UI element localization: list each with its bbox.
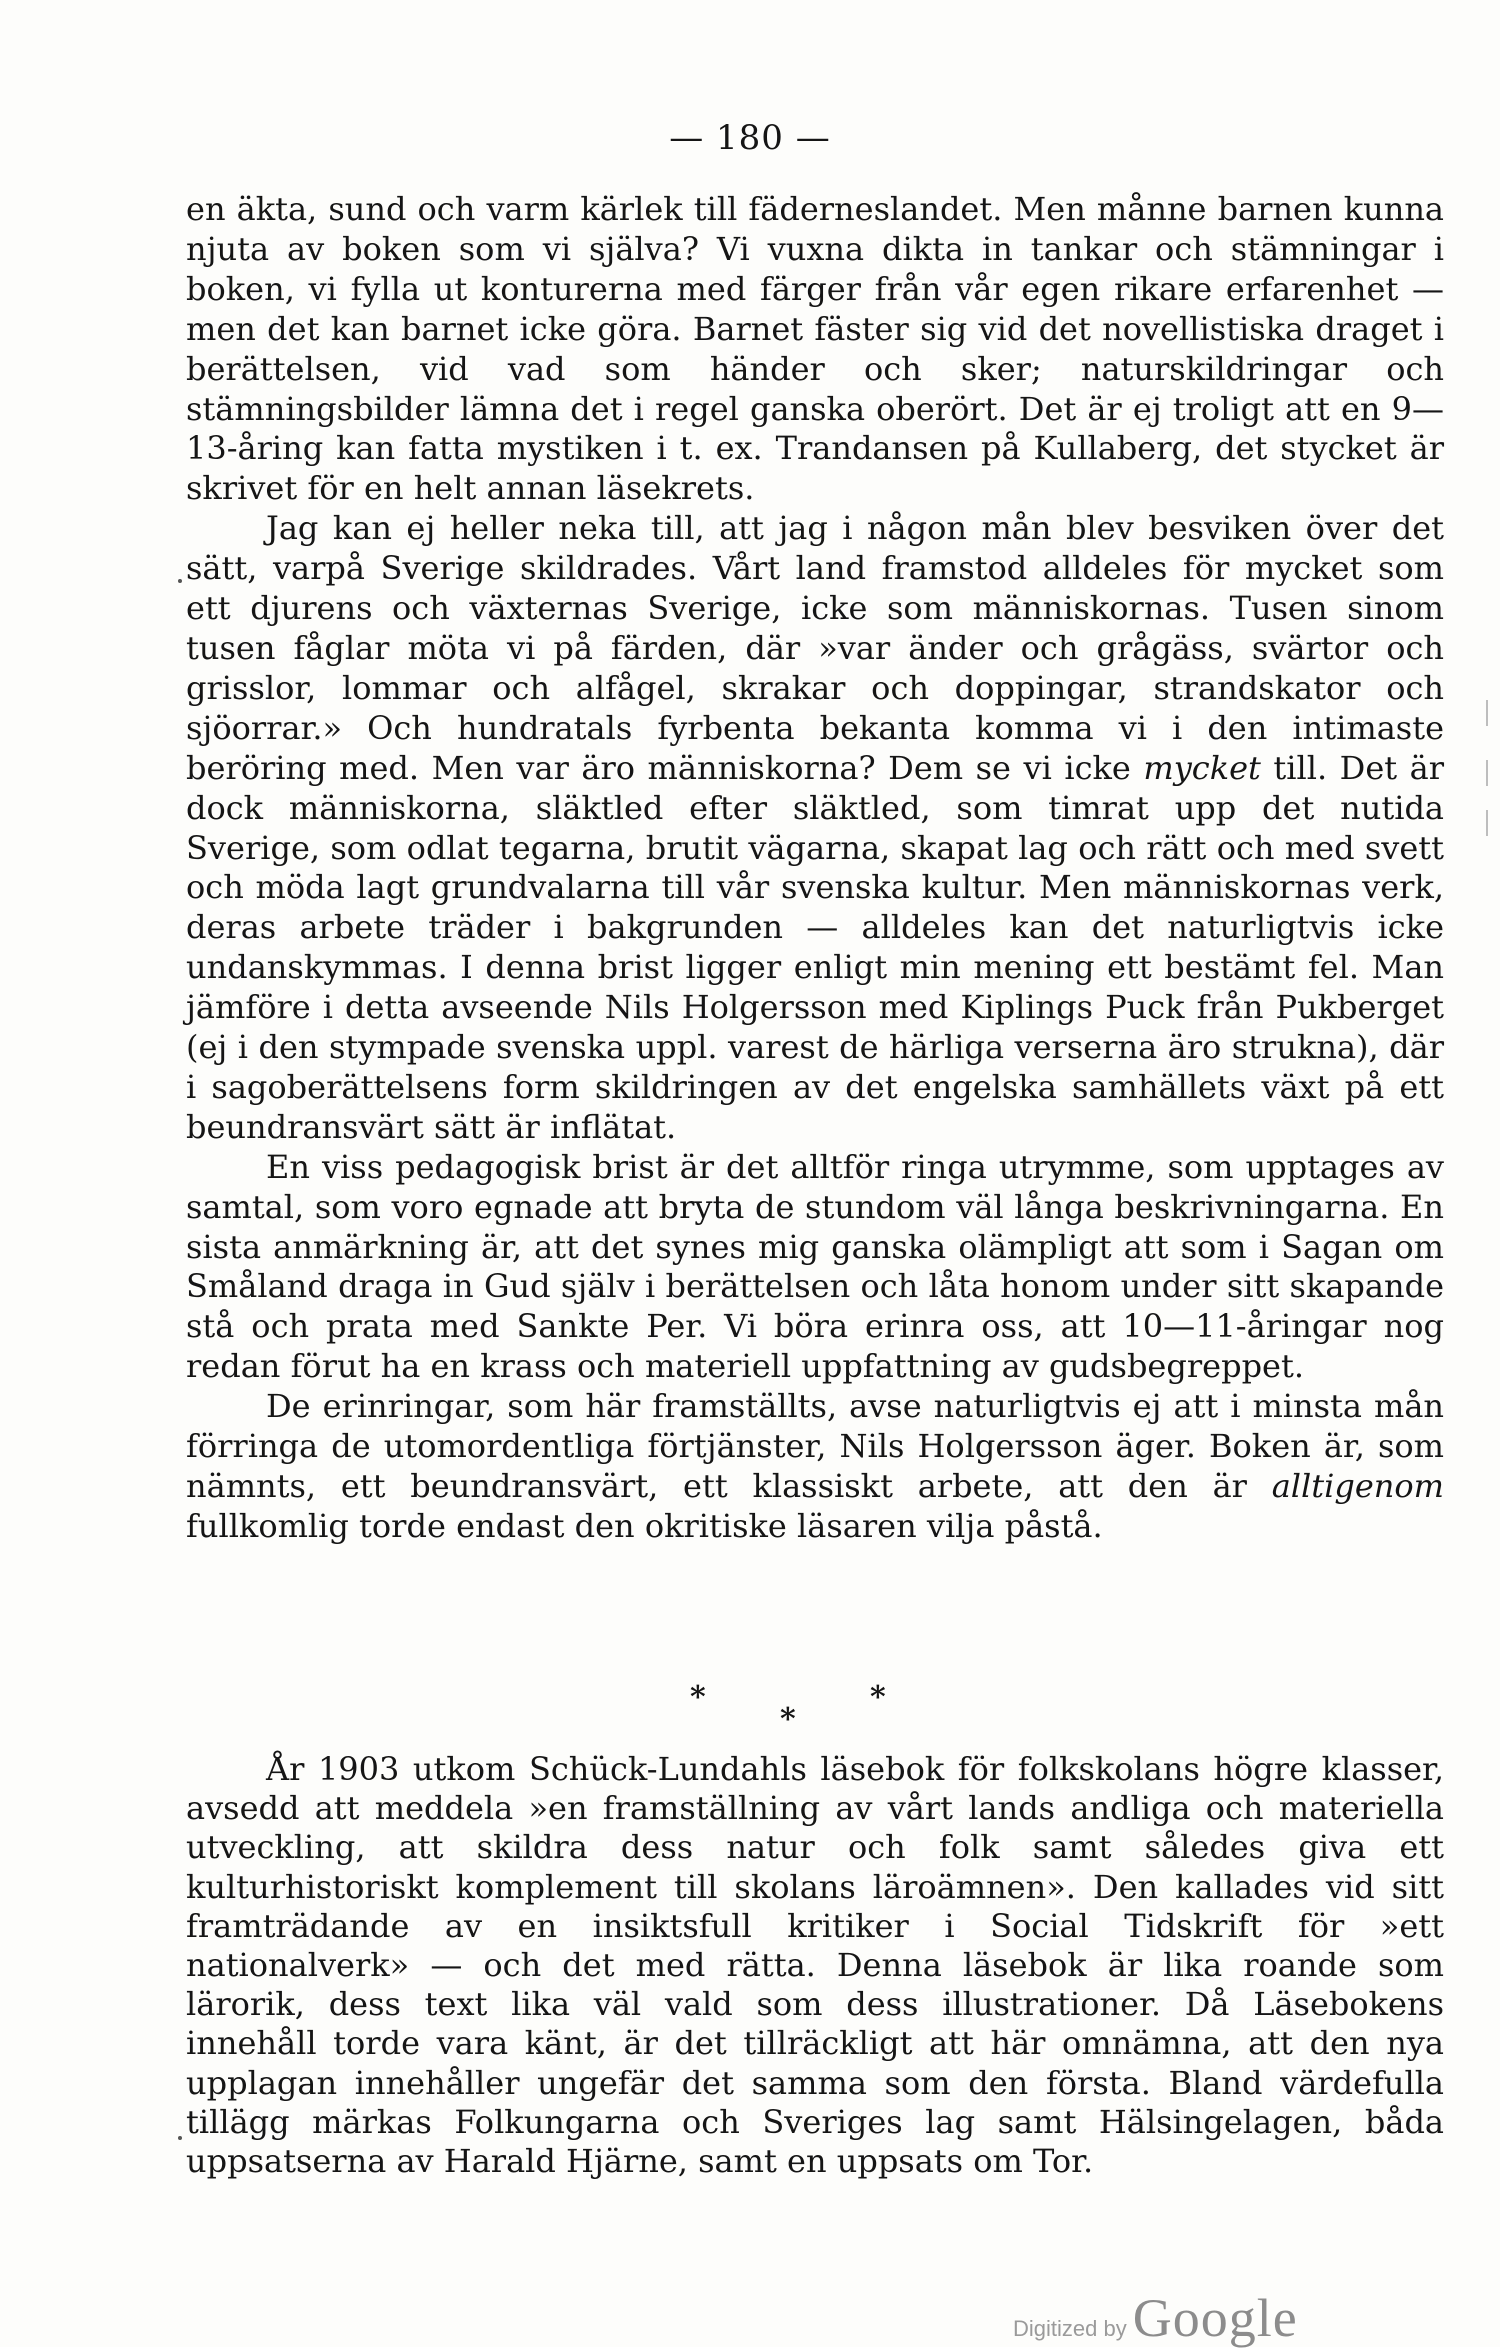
review-section [186, 190, 1444, 1547]
paragraph-text: till. Det är dock människorna, släktled efter släktled, som timrat upp det nutida Sverige, som odlat tegarna, brutit vägarna, skapat lag och rätt och med svett och möda lagt grundvalarna till vår svenska kultur. Men människornas verk, deras arbete träder i bakgrunden — alldeles kan det naturligtvis icke undanskymmas. I denna brist ligger enligt min mening ett bestämt fel. Man jämföre i detta avseende Nils Holgersson med Kiplings Puck från Pukberget (ej i den stympade svenska uppl. varest de härliga verserna äro strukna), där i sagoberättelsens form skildringen av det engelska samhällets växt på ett beundransvärt sätt är inflätat. [186, 748, 1445, 1146]
asterisk-ornament: * [690, 1680, 706, 1715]
paragraph-text: Jag kan ej heller neka till, att jag i någon mån blev besviken över det sätt, varpå Sverige skildrades. Vårt land framstod alldeles för mycket som ett djurens och växternas Sverige, icke som människornas. Tusen sinom tusen fåglar möta vi på färden, där »var änder och grågäss, svärtor och grisslor, lommar och alfågel, skrakar och doppingar, strandskator och sjöorrar.» Och hundratals fyrbenta bekanta komma vi i den intimaste beröring med. Men var äro människorna? Dem se vi icke [186, 509, 1444, 787]
scan-edge-mark [1486, 810, 1488, 836]
paragraph-text: De erinringar, som här framställts, avse naturligtvis ej att i minsta mån förringa de utomordentliga förtjänster, Nils Holgersson äger. Boken är, som nämnts, ett beundransvärt, ett klassiskt arbete, att den är [186, 1387, 1444, 1505]
scan-speck [178, 579, 182, 583]
paragraph-continuation: en äkta, sund och varm kärlek till fäderneslandet. Men månne barnen kunna njuta av boken som vi själva? Vi vuxna dikta in tankar och stämningar i boken, vi fylla ut konturerna med färger från vår egen rikare erfarenhet — men det kan barnet icke göra. Barnet fäster sig vid det novellistiska draget i berättelsen, vid vad som händer och sker; naturskildringar och stämningsbilder lämna det i regel ganska oberört. Det är ej troligt att en 9—13-åring kan fatta mystiken i t. ex. Trandansen på Kullaberg, det stycket är skrivet för en helt annan läsekrets. [186, 190, 1444, 508]
scan-speck [178, 2136, 182, 2140]
reader-section [186, 1750, 1444, 2181]
paragraph-criticism [186, 509, 1444, 1148]
paragraph-pedagogy: En viss pedagogisk brist är det alltför ringa utrymme, som upptages av samtal, som voro egnade att bryta de stundom väl långa beskrivningarna. En sista anmärkning är, att det synes mig ganska olämpligt att som i Sagan om Småland draga in Gud själv i berättelsen och låta honom under sitt skapande stå och prata med Sankte Per. Vi böra erinra oss, att 10—11-åringar nog redan förut ha en krass och materiell uppfattning av gudsbegreppet. [186, 1147, 1444, 1386]
section-separator [640, 1680, 940, 1740]
paragraph-conclusion [186, 1387, 1444, 1547]
scan-edge-mark [1486, 760, 1488, 786]
asterisk-ornament: * [870, 1680, 886, 1715]
scan-edge-mark [1486, 700, 1488, 726]
asterisk-ornament: * [780, 1702, 796, 1737]
paragraph-text: fullkomlig torde endast den okritiske läsaren vilja påstå. [186, 1506, 1103, 1545]
digitization-watermark [1013, 2287, 1298, 2349]
page-number: — 180 — [669, 118, 831, 158]
watermark-label: Digitized by [1013, 2316, 1127, 2341]
paragraph-reader-intro: År 1903 utkom Schück-Lundahls läsebok för folkskolans högre klasser, avsedd att meddela »en framställning av vårt lands andliga och materiella utveckling, att skildra dess natur och folk samt således giva ett kulturhistoriskt komplement till skolans läroämnen». Den kallades vid sitt framträdande av en insiktsfull kritiker i Social Tidskrift för »ett nationalverk» — och det med rätta. Denna läsebok är lika roande som lärorik, dess text lika väl vald som dess illustrationer. Då Läsebokens innehåll torde vara känt, är det tillräckligt att här omnämna, att den nya upplagan innehåller ungefär det samma som den första. Bland värdefulla tillägg märkas Folkungarna och Sveriges lag samt Hälsingelagen, båda uppsatserna av Harald Hjärne, samt en uppsats om Tor. [186, 1750, 1444, 2181]
emphasis-word: mycket [1143, 748, 1261, 787]
emphasis-word: alltigenom [1271, 1467, 1444, 1505]
google-logo: Google [1132, 2288, 1298, 2348]
